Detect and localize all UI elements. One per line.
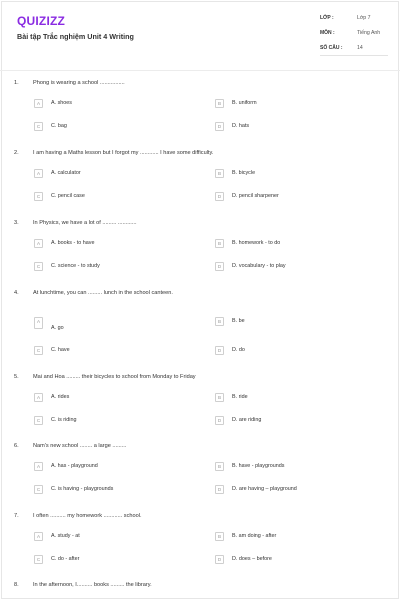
option-c-box[interactable]: C — [34, 262, 43, 271]
meta-count-value: 14 — [357, 45, 363, 51]
option-b-box[interactable]: B — [215, 169, 224, 178]
question-number: 5. — [14, 374, 19, 380]
option-d-box[interactable]: D — [215, 192, 224, 201]
option-a-box[interactable]: A — [34, 99, 43, 108]
option-c-box[interactable]: C — [34, 485, 43, 494]
option-c-text: C. bag — [51, 123, 67, 129]
option-a-text: A. has - playground — [51, 463, 98, 469]
option-b-box[interactable]: B — [215, 393, 224, 402]
option-b-box[interactable]: B — [215, 317, 224, 326]
option-d-box[interactable]: D — [215, 262, 224, 271]
option-c-box[interactable]: C — [34, 416, 43, 425]
option-a-text: A. study - at — [51, 533, 80, 539]
question-text: I am having a Maths lesson but I forgot my ............ I have some difficulty. — [33, 150, 214, 156]
option-d-text: D. do — [232, 347, 245, 353]
option-d-text: D. are riding — [232, 417, 262, 423]
option-d-box[interactable]: D — [215, 122, 224, 131]
option-d-text: D. are having – playground — [232, 486, 297, 492]
option-b-text: B. am doing - after — [232, 533, 277, 539]
meta-grade-label: LỚP : — [320, 15, 334, 21]
option-b-text: B. be — [232, 318, 245, 324]
option-d-text: D. does – before — [232, 556, 272, 562]
option-d-box[interactable]: D — [215, 346, 224, 355]
page-frame — [1, 1, 399, 599]
option-c-text: C. science - to study — [51, 263, 100, 269]
header-separator — [0, 70, 400, 71]
option-c-text: C. pencil case — [51, 193, 85, 199]
question-number: 4. — [14, 290, 19, 296]
question-number: 6. — [14, 443, 19, 449]
option-b-box[interactable]: B — [215, 532, 224, 541]
option-b-text: B. bicycle — [232, 170, 256, 176]
question-text: Phong is wearing a school ................ — [33, 80, 125, 86]
option-a-text: A. calculator — [51, 170, 81, 176]
option-b-text: B. uniform — [232, 100, 257, 106]
option-a-box[interactable]: A — [34, 169, 43, 178]
option-d-box[interactable]: D — [215, 485, 224, 494]
question-number: 7. — [14, 513, 19, 519]
option-d-text: D. pencil sharpener — [232, 193, 279, 199]
option-a-text: A. go — [51, 325, 64, 331]
question-number: 3. — [14, 220, 19, 226]
option-a-text: A. books - to have — [51, 240, 95, 246]
worksheet-title: Bài tập Trắc nghiệm Unit 4 Writing — [17, 32, 134, 41]
option-a-box[interactable]: A — [34, 532, 43, 541]
question-text: Mai and Hoa ......... their bicycles to school from Monday to Friday — [33, 374, 196, 380]
option-d-box[interactable]: D — [215, 416, 224, 425]
option-b-box[interactable]: B — [215, 462, 224, 471]
option-a-box[interactable]: A — [34, 317, 43, 329]
option-c-text: C. have — [51, 347, 70, 353]
question-text: In Physics, we have a lot of ......... ............ — [33, 220, 137, 226]
meta-subject-value: Tiếng Anh — [357, 30, 381, 36]
option-a-text: A. shoes — [51, 100, 72, 106]
option-c-box[interactable]: C — [34, 346, 43, 355]
option-b-box[interactable]: B — [215, 239, 224, 248]
quizizz-logo: QUIZIZZ — [17, 14, 66, 28]
option-c-text: C. is having - playgrounds — [51, 486, 114, 492]
option-d-text: D. hats — [232, 123, 250, 129]
option-a-text: A. rides — [51, 394, 70, 400]
option-d-text: D. vocabulary - to play — [232, 263, 286, 269]
option-b-box[interactable]: B — [215, 99, 224, 108]
option-a-box[interactable]: A — [34, 462, 43, 471]
option-a-box[interactable]: A — [34, 239, 43, 248]
question-number: 8. — [14, 582, 19, 588]
meta-subject-label: MÔN : — [320, 30, 335, 36]
option-d-box[interactable]: D — [215, 555, 224, 564]
question-number: 2. — [14, 150, 19, 156]
option-c-text: C. is riding — [51, 417, 77, 423]
option-c-box[interactable]: C — [34, 555, 43, 564]
option-c-text: C. do - after — [51, 556, 80, 562]
question-text: I often .......... my homework ............ school. — [33, 513, 142, 519]
meta-grade-value: Lớp 7 — [357, 15, 371, 21]
option-b-text: B. homework - to do — [232, 240, 281, 246]
question-text: Nam's new school ........ a large ......... — [33, 443, 127, 449]
option-a-box[interactable]: A — [34, 393, 43, 402]
worksheet-header — [0, 0, 400, 72]
option-b-text: B. have - playgrounds — [232, 463, 285, 469]
option-c-box[interactable]: C — [34, 122, 43, 131]
question-text: At lunchtime, you can ......... lunch in the school canteen. — [33, 290, 173, 296]
option-b-text: B. ride — [232, 394, 248, 400]
meta-underline — [320, 55, 388, 56]
option-c-box[interactable]: C — [34, 192, 43, 201]
question-text: In the afternoon, I.......... books ......... the library. — [33, 582, 152, 588]
question-number: 1. — [14, 80, 19, 86]
meta-count-label: SỐ CÂU : — [320, 45, 343, 51]
